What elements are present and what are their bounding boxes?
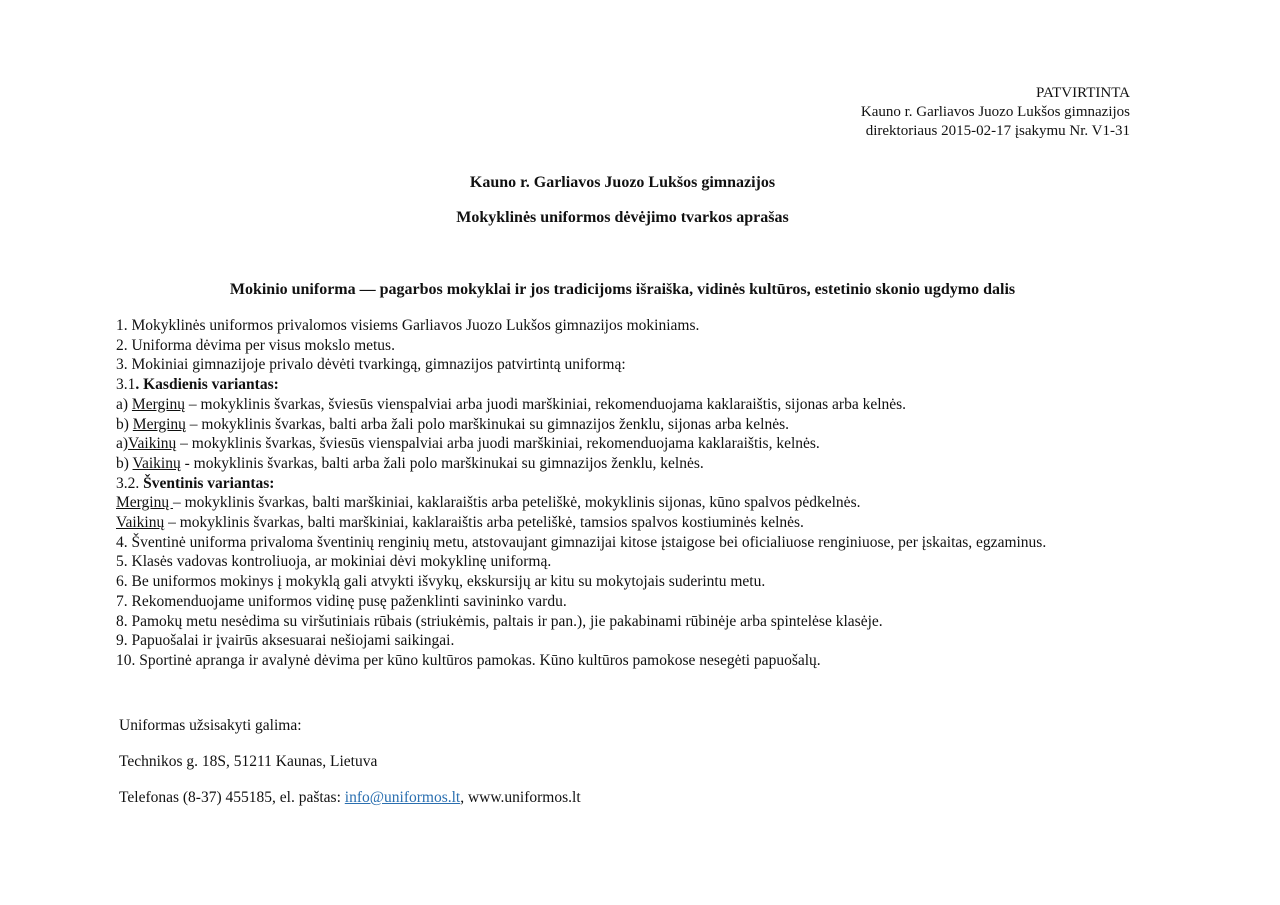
motto-heading: Mokinio uniforma — pagarbos mokyklai ir jos tradicijoms išraiška, vidinės kultūros, estetinio skonio ugdymo dalis [229, 281, 1016, 298]
daily-item-text: – mokyklinis švarkas, šviesūs vienspalviai arba juodi marškiniai, rekomenduojama kaklaraištis, sijonas arba kelnės. [185, 395, 907, 413]
festive-item-text: – mokyklinis švarkas, balti marškiniai, kaklaraištis arba peteliškė, tamsios spalvos kostiuminės kelnės. [164, 514, 804, 532]
contacts-phone-line [119, 789, 581, 825]
festive-item [116, 493, 1146, 513]
contacts-block [119, 717, 581, 825]
rule-7: 7. Rekomenduojame uniformos vidinę pusę paženklinti savininko vardu. [116, 592, 567, 610]
daily-item-who: Merginų [132, 415, 186, 433]
school-title: Kauno r. Garliavos Juozo Lukšos gimnazijos [469, 174, 776, 191]
email-link[interactable]: info@uniformos.lt [344, 789, 461, 806]
rule-3-1-heading [116, 375, 1146, 395]
rule-3-2-title: Šventinis variantas: [143, 474, 275, 492]
rule-3-2-number: 3.2. [116, 474, 144, 492]
daily-item [116, 434, 1146, 454]
daily-item [116, 395, 1146, 415]
festive-item-who: Merginų [116, 494, 173, 512]
contacts-address: Technikos g. 18S, 51211 Kaunas, Lietuva [119, 753, 378, 770]
approval-block [861, 84, 1130, 141]
document-title: Mokyklinės uniformos dėvėjimo tvarkos aprašas [456, 209, 789, 226]
rule-3-1-title: . Kasdienis variantas: [135, 376, 279, 394]
daily-item-who: Merginų [131, 395, 186, 413]
daily-item-text: - mokyklinis švarkas, balti arba žali polo marškinukai su gimnazijos ženklu, kelnės. [180, 454, 704, 472]
daily-item-prefix: a) [116, 395, 132, 413]
rule-3-1-number: 3.1 [116, 376, 136, 394]
rule-2: 2. Uniforma dėvima per visus mokslo metus. [116, 336, 395, 354]
daily-item-prefix: a) [116, 435, 129, 453]
festive-item [116, 513, 1146, 533]
website-text: www.uniformos.lt [467, 789, 581, 806]
daily-item [116, 415, 1146, 435]
rule-5: 5. Klasės vadovas kontroliuoja, ar mokiniai dėvi mokyklinę uniformą. [116, 553, 552, 571]
rule-8: 8. Pamokų metu nesėdima su viršutiniais rūbais (striukėmis, paltais ir pan.), jie pakabinami rūbinėje arba spintelėse klasėje. [116, 612, 883, 630]
daily-item-who: Vaikinų [128, 435, 177, 453]
festive-item-who: Vaikinų [116, 514, 165, 532]
festive-item-text: – mokyklinis švarkas, balti marškiniai, kaklaraištis arba peteliškė, mokyklinis sijonas, kūno spalvos pėdkelnės. [172, 494, 861, 512]
contacts-intro: Uniformas užsisakyti galima: [119, 717, 302, 734]
approval-line-2: direktoriaus 2015-02-17 įsakymu Nr. V1-31 [865, 123, 1130, 139]
daily-item-text: – mokyklinis švarkas, balti arba žali polo marškinukai su gimnazijos ženklu, sijonas arba kelnės. [185, 415, 789, 433]
approval-label: PATVIRTINTA [1035, 85, 1130, 101]
rules-list [116, 316, 1146, 671]
rule-1: 1. Mokyklinės uniformos privalomos visiems Garliavos Juozo Lukšos gimnazijos mokiniams. [116, 317, 700, 334]
approval-line-1: Kauno r. Garliavos Juozo Lukšos gimnazijos [860, 104, 1130, 120]
rule-3-2-heading [116, 474, 1146, 494]
daily-item [116, 454, 1146, 474]
rule-4: 4. Šventinė uniforma privaloma šventinių renginių metu, atstovaujant gimnazijai kitose įstaigose bei oficialiuose renginiuose, per įskaitas, egzaminus. [116, 533, 1047, 551]
daily-item-who: Vaikinų [132, 454, 181, 472]
rule-9: 9. Papuošalai ir įvairūs aksesuarai nešiojami saikingai. [116, 632, 455, 650]
daily-item-prefix: b) [116, 415, 133, 433]
daily-item-prefix: b) [116, 454, 133, 472]
rule-6: 6. Be uniformos mokinys į mokyklą gali atvykti išvykų, ekskursijų ar kitu su mokytojais suderintu metu. [116, 573, 766, 591]
rule-10: 10. Sportinė apranga ir avalynė dėvima per kūno kultūros pamokas. Kūno kultūros pamokose nesegėti papuošalų. [116, 651, 821, 669]
contacts-separator: , [460, 789, 468, 806]
contacts-phone: Telefonas (8-37) 455185, el. paštas: [119, 789, 345, 806]
daily-item-text: – mokyklinis švarkas, šviesūs vienspalviai arba juodi marškiniai, rekomenduojama kaklaraištis, kelnės. [176, 435, 820, 453]
rule-3: 3. Mokiniai gimnazijoje privalo dėvėti tvarkingą, gimnazijos patvirtintą uniformą: [116, 356, 626, 374]
